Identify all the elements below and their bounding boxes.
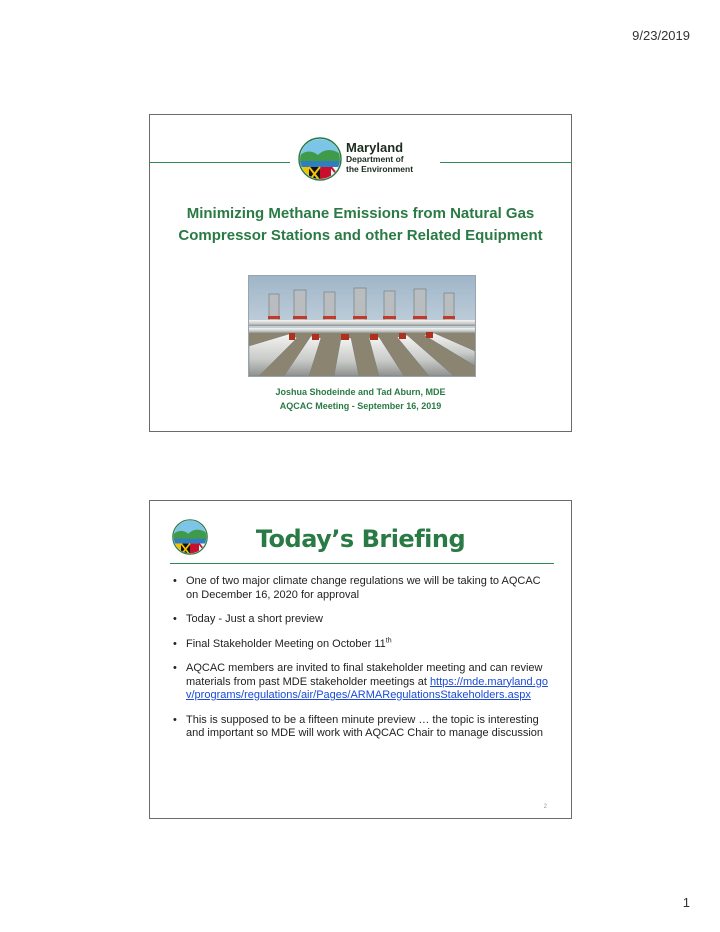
logo-divider-right (440, 162, 571, 163)
presentation-title: Minimizing Methane Emissions from Natural Gas Compressor Stations and other Related Equipment (178, 205, 543, 244)
page-date: 9/23/2019 (632, 28, 690, 43)
logo-dept-line2: the Environment (346, 164, 414, 174)
slide-number: 2 (543, 804, 547, 810)
logo-dept-line1: Department of (346, 154, 404, 164)
bullet-item (172, 638, 554, 652)
title-slide (149, 114, 572, 432)
maryland-seal-icon (298, 137, 342, 181)
slide-title: Today’s Briefing (255, 525, 466, 553)
logo-divider-left (150, 162, 290, 163)
meeting-line: AQCAC Meeting - September 16, 2019 (279, 401, 442, 411)
pipeline-photo (248, 275, 476, 377)
mde-logo-row (150, 137, 571, 187)
stakeholders-link[interactable]: https://mde.maryland.gov/programs/regulations/air/Pages/ARMARegulationsStakeholders.aspx (186, 675, 548, 701)
logo-wordmark (346, 140, 414, 174)
bullet-text: AQCAC members are invited to final stakeholder meeting and can review materials from past MDE stakeholder meetings at (186, 662, 543, 688)
bullet-item: • Today - Just a short preview (172, 613, 554, 627)
title-underline (170, 563, 554, 564)
page-number: 1 (682, 895, 690, 910)
authors-line: Joshua Shodeinde and Tad Aburn, MDE (275, 387, 446, 397)
briefing-slide (149, 500, 572, 819)
ordinal-suffix: th (385, 636, 392, 644)
bullet-list (172, 575, 554, 752)
bullet-text: Final Stakeholder Meeting on October 11 (186, 637, 386, 650)
bullet-item: • One of two major climate change regulations we will be taking to AQCAC on December 16, 2020 for approval (172, 575, 554, 602)
presenter-info (150, 385, 571, 413)
logo-state-name: Maryland (346, 140, 404, 155)
bullet-item: • This is supposed to be a fifteen minute preview … the topic is interesting and important so MDE will work with AQCAC Chair to manage discussion (172, 714, 554, 741)
bullet-item (172, 662, 554, 703)
